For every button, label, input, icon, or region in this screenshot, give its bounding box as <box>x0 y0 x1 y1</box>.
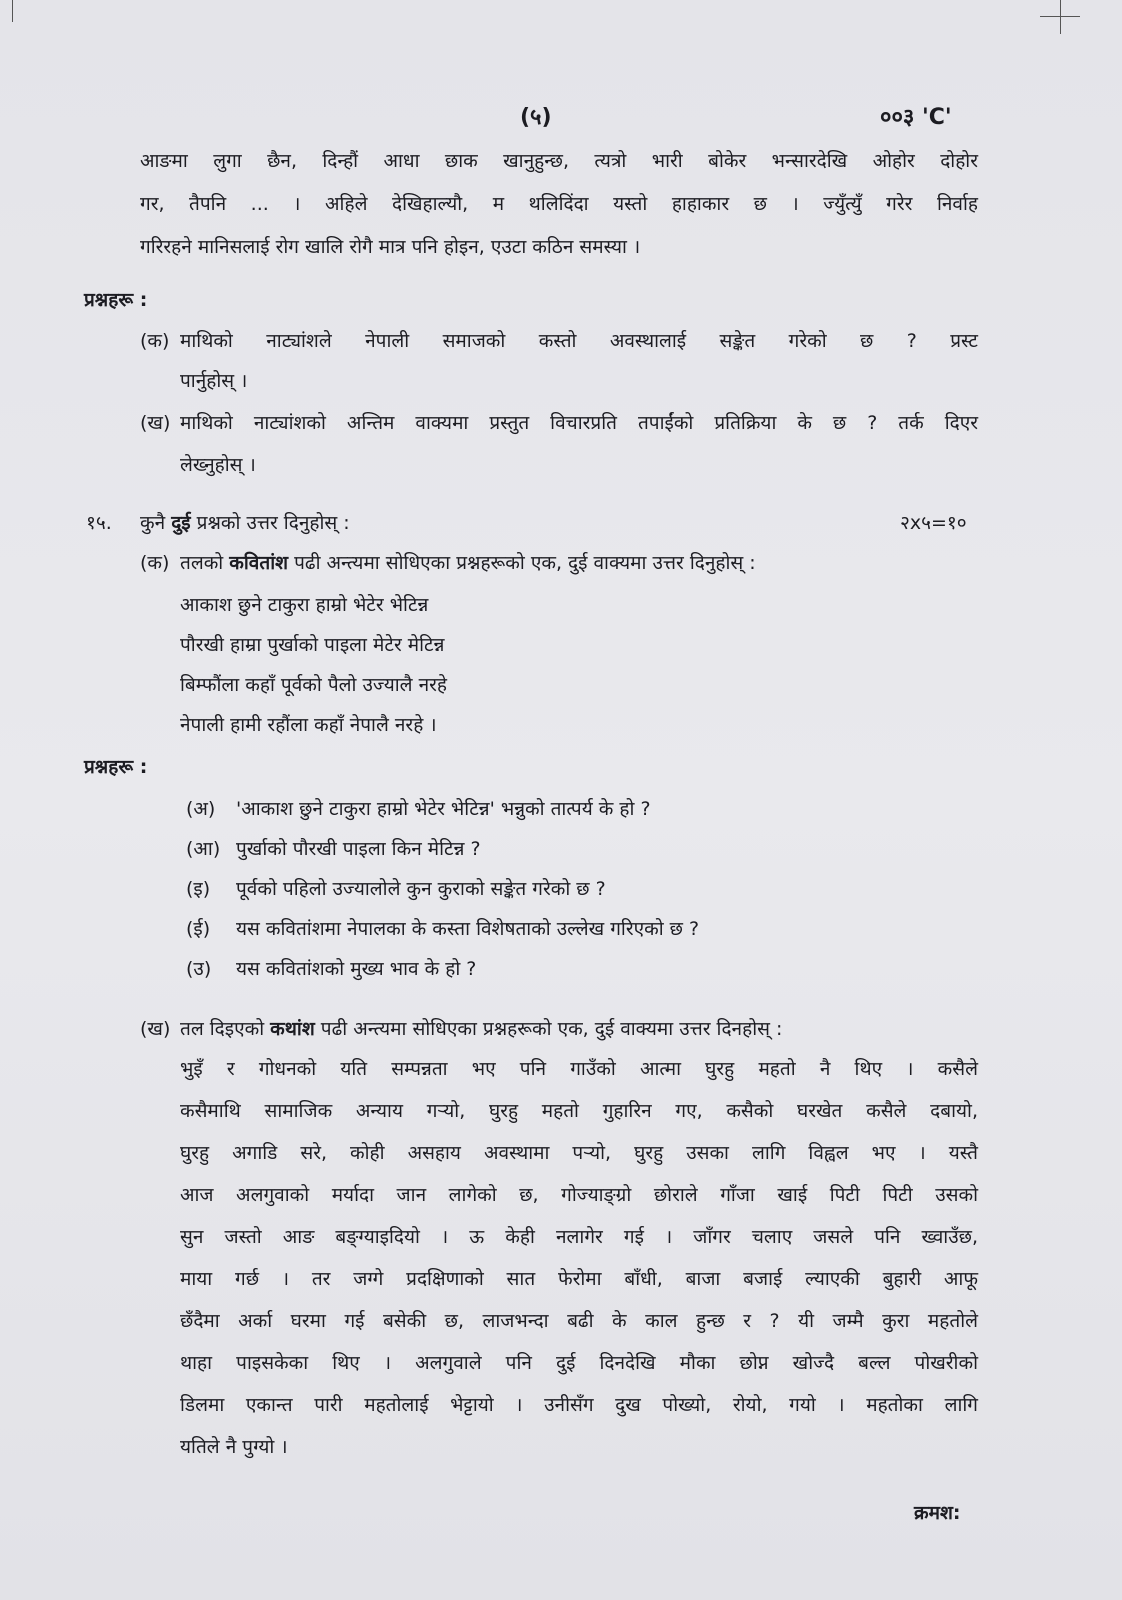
poem-line: आकाश छुने टाकुरा हाम्रो भेटेर भेटिन्न <box>180 594 429 616</box>
sub-question-marker: (अ) <box>186 798 216 820</box>
sub-question-marker: (उ) <box>186 958 212 980</box>
story-line: यतिले नै पुग्यो । <box>180 1436 288 1458</box>
poem-line: नेपाली हामी रहौंला कहाँ नेपालै नरहे । <box>180 714 437 736</box>
poem-line: बिम्फौंला कहाँ पूर्वको पैलो उज्यालै नरहे <box>180 674 447 696</box>
sub-question-text: पुर्खाको पौरखी पाइला किन मेटिन्न ? <box>236 838 481 860</box>
poem-line: पौरखी हाम्रा पुर्खाको पाइला मेटेर मेटिन्न <box>180 634 445 656</box>
kha-post: पढी अन्त्यमा सोधिएका प्रश्नहरूको एक, दुई वाक्यमा उत्तर दिनहोस् : <box>320 1018 783 1040</box>
sub-question-text: यस कवितांशको मुख्य भाव के हो ? <box>236 958 477 980</box>
kha-bold: कथांश <box>270 1018 315 1040</box>
story-line: भुइँ र गोधनको यति सम्पन्नता भए पनि गाउँको आत्मा घुरहु महतो नै थिए । कसैले <box>180 1058 978 1080</box>
question-text: पार्नुहोस् । <box>180 370 248 392</box>
question-marker: (क) <box>140 552 170 574</box>
story-line: माया गर्छ । तर जग्गे प्रदक्षिणाको सात फेरोमा बाँधी, बाजा बजाई ल्याएकी बुहारी आफू <box>180 1268 978 1290</box>
kha-pre: तल दिइएको <box>180 1018 265 1040</box>
sub-question-text: पूर्वको पहिलो उज्यालोले कुन कुराको सङ्केत गरेको छ ? <box>236 878 606 900</box>
question-text <box>180 548 756 578</box>
questions-label: प्रश्नहरू : <box>84 289 148 311</box>
sub-question-text: यस कवितांशमा नेपालका के कस्ता विशेषताको उल्लेख गरिएको छ ? <box>236 918 700 940</box>
story-line: छँदैमा अर्का घरमा गई बसेकी छ, लाजभन्दा बढी के काल हुन्छ र ? यी जम्मै कुरा महतोले <box>180 1310 978 1332</box>
instruction-pre: कुनै <box>140 512 166 534</box>
story-line: आज अलगुवाको मर्यादा जान लागेको छ, गोज्याङ्ग्रो छोराले गाँजा खाई पिटी पिटी उसको <box>180 1184 978 1206</box>
story-line: थाहा पाइसकेका थिए । अलगुवाले पनि दुई दिनदेखि मौका छोप्न खोज्दै बल्ल पोखरीको <box>180 1352 978 1374</box>
story-line: सुन जस्तो आङ बङ्ग्याइदियो । ऊ केही नलागेर गई । जाँगर चलाए जसले पनि ख्वाउँछ, <box>180 1226 978 1248</box>
question-text: लेख्नुहोस् । <box>180 454 256 476</box>
question-marks: २x५=१० <box>900 512 967 534</box>
question-text: माथिको नाट्यांशले नेपाली समाजको कस्तो अवस्थालाई सङ्केत गरेको छ ? प्रस्ट <box>180 330 978 352</box>
sub-question-text: 'आकाश छुने टाकुरा हाम्रो भेटेर भेटिन्न' भन्नुको तात्पर्य के हो ? <box>236 798 651 820</box>
question-marker: (ख) <box>140 412 171 434</box>
crop-mark-left <box>12 0 13 22</box>
ka-bold: कवितांश <box>229 552 289 574</box>
story-line: घुरहु अगाडि सरे, कोही असहाय अवस्थामा पऱ्यो, घुरहु उसका लागि विह्वल भए । यस्तै <box>180 1142 978 1164</box>
question-number: १५. <box>86 512 112 534</box>
crop-mark-right-v <box>1060 0 1061 34</box>
instruction-bold: दुई <box>171 512 191 534</box>
question-text: माथिको नाट्यांशको अन्तिम वाक्यमा प्रस्तुत विचारप्रति तपाईंको प्रतिक्रिया के छ ? तर्क दिएर <box>180 412 978 434</box>
passage-line: आङमा लुगा छैन, दिन्हौं आधा छाक खानुहुन्छ, त्यत्रो भारी बोकेर भन्सारदेखि ओहोर दोहोर <box>140 150 978 172</box>
exam-code: ००३ 'C' <box>880 105 952 130</box>
page-number: (५) <box>520 105 552 130</box>
continued-label: क्रमश: <box>914 1502 961 1524</box>
question-instruction <box>140 508 350 538</box>
sub-question-marker: (इ) <box>186 878 211 900</box>
questions-label: प्रश्नहरू : <box>84 756 148 778</box>
passage-line: गर, तैपनि ... । अहिले देखिहाल्यौ, म थलिदिंदा यस्तो हाहाकार छ । ज्युँत्युँ गरेर निर्वाह <box>140 193 978 215</box>
instruction-post: प्रश्नको उत्तर दिनुहोस् : <box>196 512 350 534</box>
question-text <box>180 1014 782 1044</box>
story-line: डिलमा एकान्त पारी महतोलाई भेट्टायो । उनीसँग दुख पोख्यो, रोयो, गयो । महतोका लागि <box>180 1394 978 1416</box>
question-marker: (ख) <box>140 1018 171 1040</box>
sub-question-marker: (आ) <box>186 838 221 860</box>
story-line: कसैमाथि सामाजिक अन्याय गऱ्यो, घुरहु महतो गुहारिन गए, कसैको घरखेत कसैले दबायो, <box>180 1100 978 1122</box>
ka-post: पढी अन्त्यमा सोधिएका प्रश्नहरूको एक, दुई वाक्यमा उत्तर दिनुहोस् : <box>294 552 756 574</box>
ka-pre: तलको <box>180 552 224 574</box>
question-marker: (क) <box>140 330 170 352</box>
passage-line: गरिरहने मानिसलाई रोग खालि रोगै मात्र पनि होइन, एउटा कठिन समस्या । <box>140 236 641 258</box>
sub-question-marker: (ई) <box>186 918 211 940</box>
